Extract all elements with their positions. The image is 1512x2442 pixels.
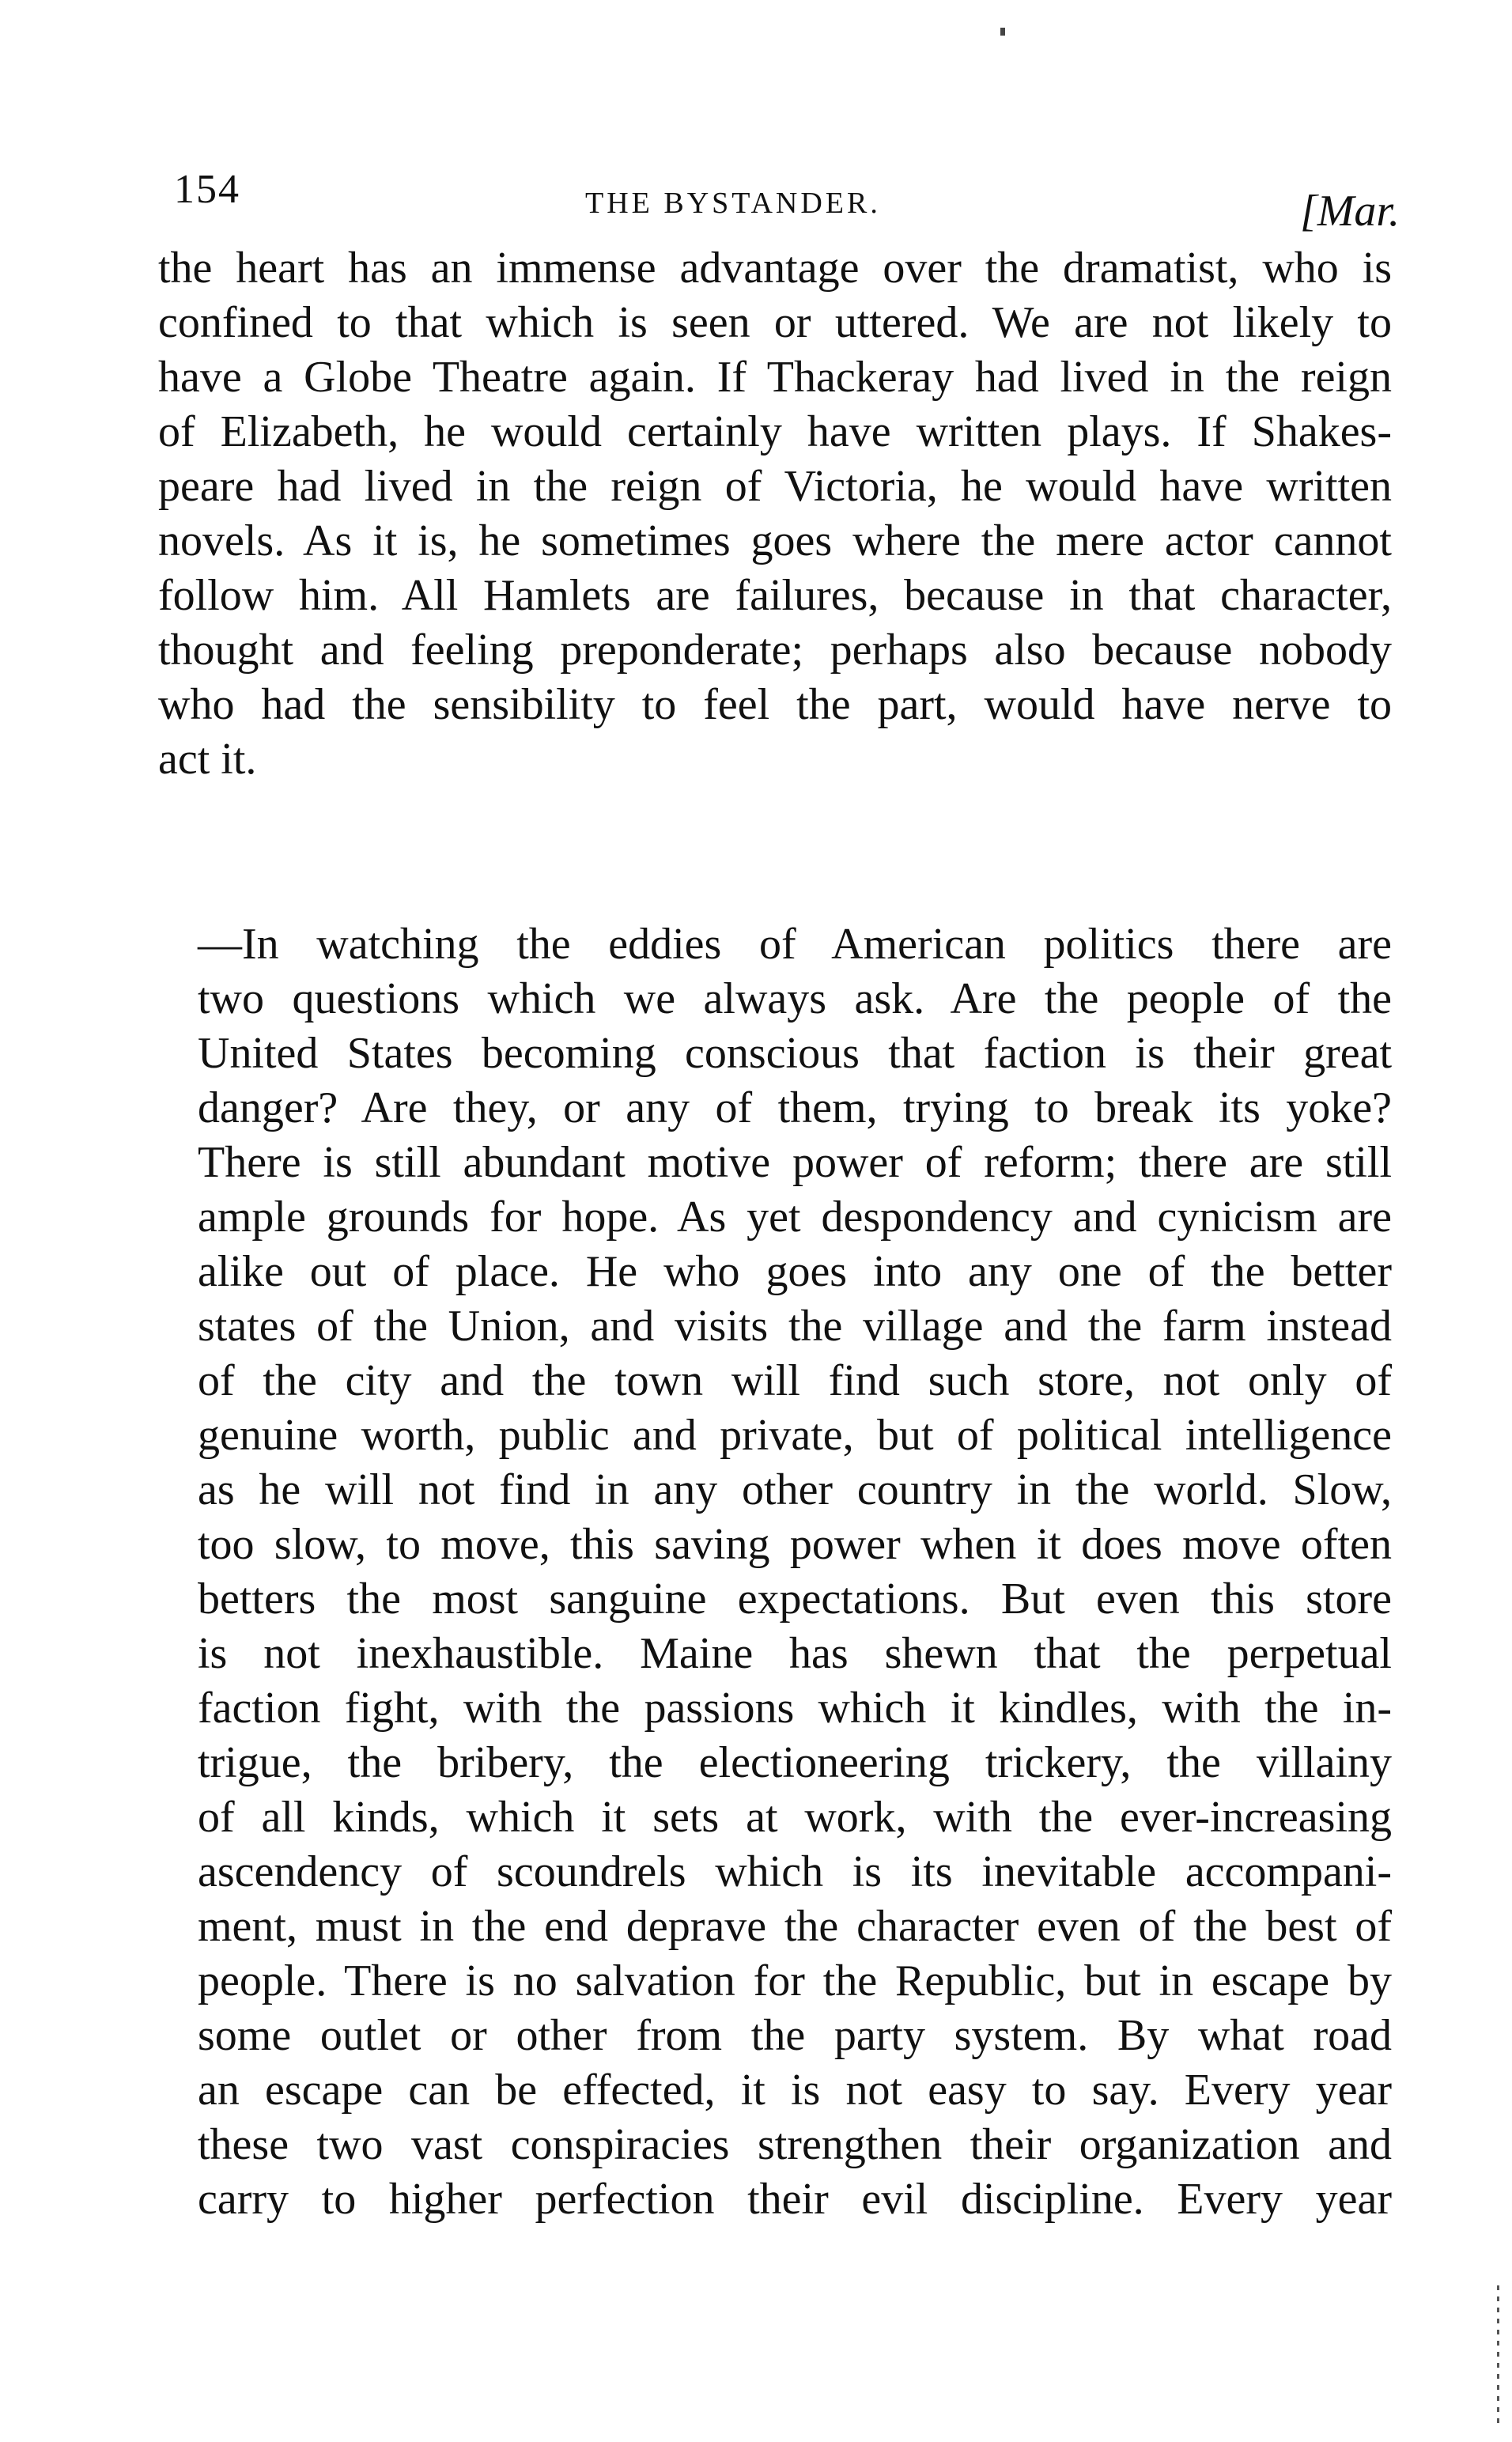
text-line: trigue, the bribery, the electioneering trickery, the villainy [198,1738,1392,1787]
text-line: betters the most sanguine expectations. But even this store [198,1574,1392,1624]
text-line: ascendency of scoundrels which is its inevitable accompani- [198,1847,1392,1896]
text-line: follow him. All Hamlets are failures, because in that character, [158,571,1392,620]
paragraph-continued [158,241,1392,787]
text-line: is not inexhaustible. Maine has shewn that the perpetual [198,1629,1392,1678]
text-line: ment, must in the end deprave the character even of the best of [198,1902,1392,1951]
running-title: THE BYSTANDER. [585,187,881,220]
page-header [166,150,1400,237]
text-line: —In watching the eddies of American politics there are [198,920,1392,969]
text-line: confined to that which is seen or uttered. We are not likely to [158,298,1392,347]
text-line: danger? Are they, or any of them, trying to break its yoke? [198,1083,1392,1132]
paragraph-american-politics [158,917,1392,2227]
text-line: of Elizabeth, he would certainly have written plays. If Shakes- [158,407,1392,456]
text-line: of the city and the town will find such store, not only of [198,1356,1392,1405]
text-line: as he will not find in any other country in the world. Slow, [198,1465,1392,1514]
text-line: have a Globe Theatre again. If Thackeray had lived in the reign [158,353,1392,402]
text-line: some outlet or other from the party system. By what road [198,2011,1392,2060]
text-line: There is still abundant motive power of reform; there are still [198,1138,1392,1187]
text-line: the heart has an immense advantage over the dramatist, who is [158,244,1392,293]
page-edge-mark [1497,2285,1499,2428]
text-line: United States becoming conscious that faction is their great [198,1029,1392,1078]
text-line: thought and feeling preponderate; perhaps also because nobody [158,626,1392,675]
scan-speck [1000,28,1005,36]
text-line: two questions which we always ask. Are the people of the [198,974,1392,1023]
text-line: novels. As it is, he sometimes goes where the mere actor cannot [158,516,1392,565]
text-line: ample grounds for hope. As yet despondency and cynicism are [198,1193,1392,1242]
text-line: people. There is no salvation for the Republic, but in escape by [198,1956,1392,2005]
text-line: faction fight, with the passions which it kindles, with the in- [198,1684,1392,1733]
text-line: peare had lived in the reign of Victoria, he would have written [158,462,1392,511]
text-line: too slow, to move, this saving power when it does move often [198,1520,1392,1569]
text-line: alike out of place. He who goes into any one of the better [198,1247,1392,1296]
text-line: of all kinds, which it sets at work, with the ever-increasing [198,1793,1392,1842]
text-line: an escape can be effected, it is not easy to say. Every year [198,2066,1392,2115]
month-marker: [Mar. [1299,187,1400,236]
text-line: carry to higher perfection their evil discipline. Every year [198,2175,1392,2224]
page-number: 154 [174,167,240,212]
text-line: act it. [158,735,257,784]
text-line: who had the sensibility to feel the part, would have nerve to [158,680,1392,729]
text-line: states of the Union, and visits the village and the farm instead [198,1302,1392,1351]
text-line: genuine worth, public and private, but of political intelligence [198,1411,1392,1460]
text-line: these two vast conspiracies strengthen their organization and [198,2120,1392,2169]
